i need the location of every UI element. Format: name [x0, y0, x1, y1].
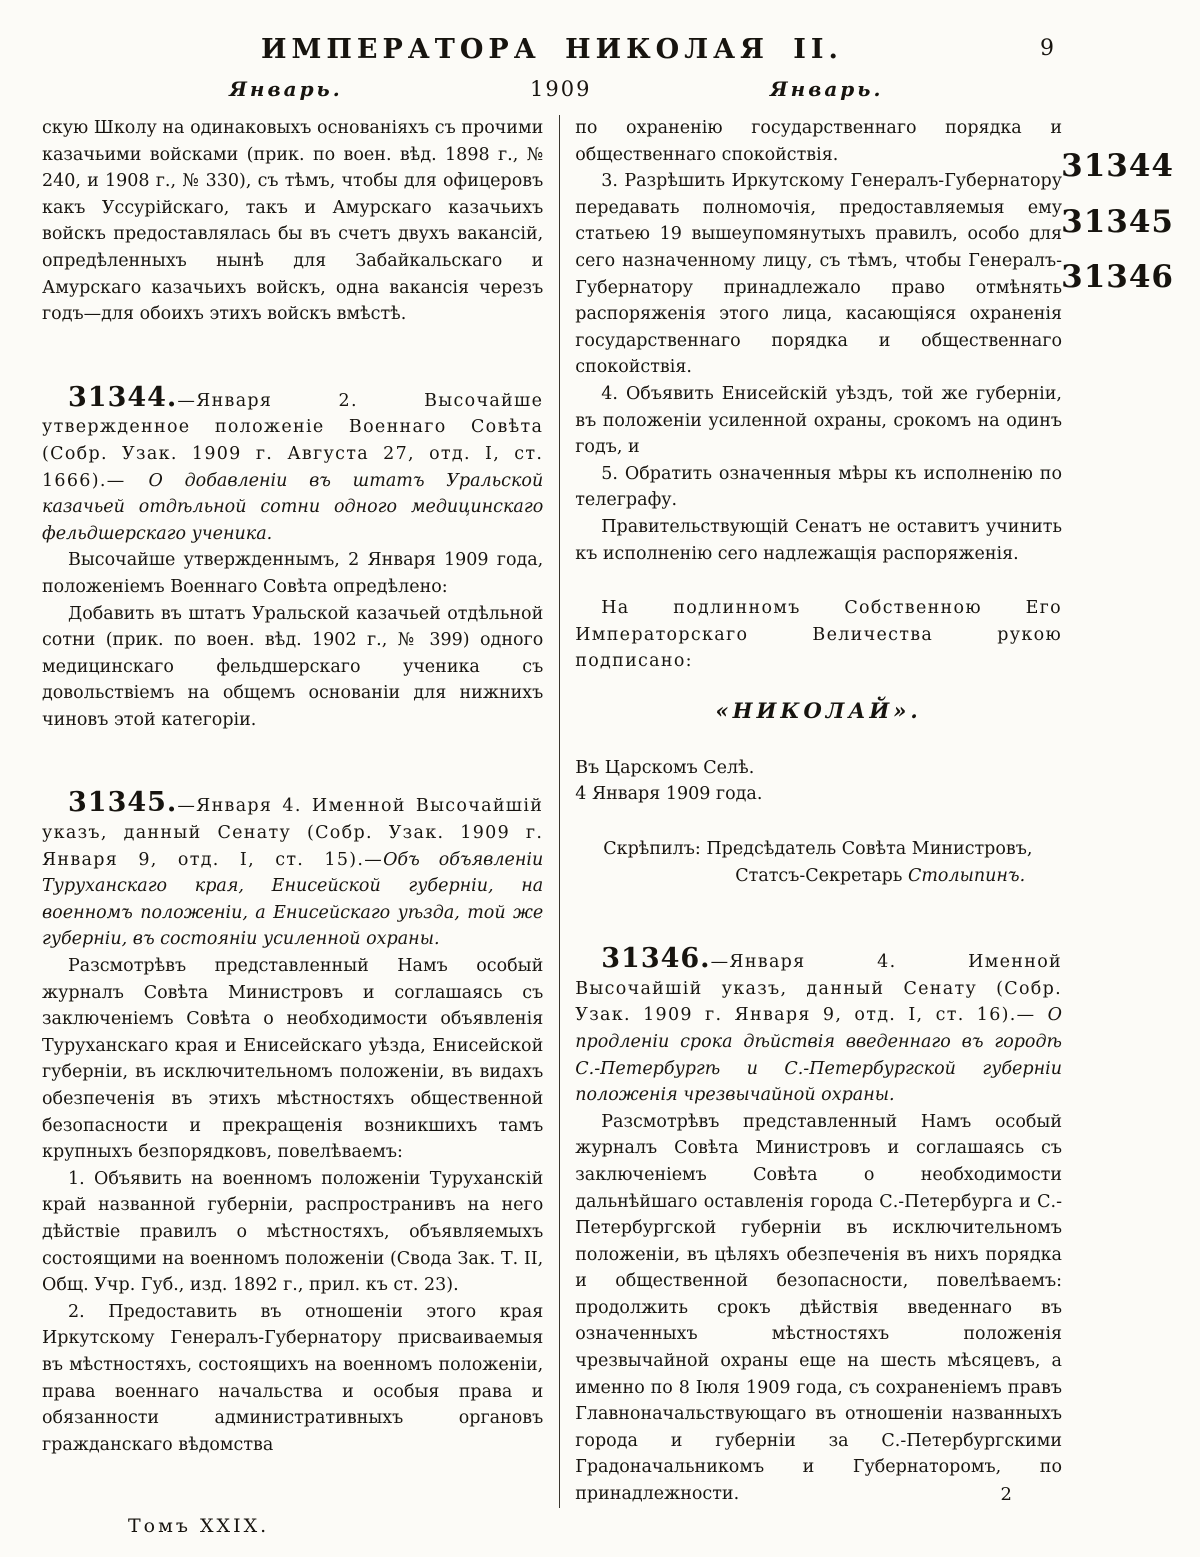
paragraph — [42, 381, 544, 548]
text-segment: Столыпинъ. — [907, 865, 1026, 886]
text-segment: 4. Объявить Енисейскій уѣздъ, той же губерніи, въ положеніи усиленной охраны, срокомъ на одинъ годъ, и — [575, 383, 1062, 458]
month-label-left: Январь. — [229, 77, 343, 101]
text-segment: Разсмотрѣвъ представленный Намъ особый журналъ Совѣта Министровъ и соглашаясь съ заключеніемъ Совѣта о необходимости объявленія Туруханскаго края и Енисейскаго уѣзда, Енисейской губерніи, въ исключительномъ положеніи, въ видахъ обезпеченія въ этихъ мѣстностяхъ общественной безопасности и прекращенія возникшихъ тамъ крупныхъ безпорядковъ, повелѣваемъ: — [42, 956, 544, 1163]
text-segment: Высочайше утвержденнымъ, 2 Января 1909 года, положеніемъ Военнаго Совѣта опредѣлено: — [42, 550, 544, 597]
paragraph — [575, 115, 1062, 168]
text-segment: 2. Предоставить въ отношеніи этого края Иркутскому Генералъ-Губернатору присваиваемыя въ мѣстностяхъ, состоящихъ на военномъ положеніи, права военнаго начальства и особыя права и обязанности административныхъ органовъ гражданскаго вѣдомства — [42, 1301, 544, 1455]
text-segment: скую Школу на одинаковыхъ основаніяхъ съ прочими казачьими войсками (прик. по воен. вѣд. 1898 г., № 240, и 1908 г., № 330), съ тѣмъ, чтобы для офицеровъ какъ Уссурійскаго, такъ и Амурскаго казачьихъ войскъ предоставлялась бы въ счетъ двухъ вакансій, опредѣленныхъ нынѣ для Забайкальскаго и Амурскаго казачьихъ войскъ, одна вакансія черезъ годъ—для обоихъ этихъ войскъ вмѣстѣ. — [42, 118, 544, 325]
paragraph — [575, 381, 1062, 461]
paragraph — [575, 695, 1062, 727]
paragraph — [575, 168, 1062, 381]
paragraph — [575, 595, 1062, 675]
text-segment: Правительствующій Сенатъ не оставитъ учинить къ исполненію сего надлежащія распоряженія. — [575, 516, 1062, 564]
paragraph — [575, 863, 1062, 890]
month-label-right: Январь. — [769, 77, 884, 101]
running-head — [42, 77, 1062, 101]
text-segment: О продленіи срока дѣйствія введеннаго въ городѣ С.-Петербургѣ и С.-Петербургской губерніи положенія чрезвычайной охраны. — [575, 1005, 1062, 1106]
text-segment: Скрѣпилъ: Предсѣдатель Совѣта Министровъ, — [603, 838, 1033, 859]
year-label: 1909 — [529, 77, 592, 101]
column-right — [560, 115, 1062, 1508]
margin-entry-number: 31344 — [1061, 148, 1174, 184]
column-left — [42, 115, 560, 1508]
paragraph — [42, 601, 543, 734]
text-segment: —Января 4. Именной Высочайшій указъ, данный Сенату (Собр. Узак. 1909 г. Января 9, отд. I, ст. 15).— — [42, 796, 544, 870]
paragraph — [575, 461, 1062, 514]
margin-entry-numbers — [1061, 150, 1174, 317]
entry-number: 31345. — [68, 787, 178, 819]
page-title: ИМПЕРАТОРА НИКОЛАЯ II. — [261, 34, 843, 65]
page-number: 9 — [1040, 36, 1054, 61]
paragraph — [575, 836, 1062, 863]
margin-entry-number: 31346 — [1061, 259, 1174, 296]
paragraph — [42, 1166, 543, 1299]
paragraph — [575, 1109, 1062, 1508]
paragraph — [575, 945, 1062, 1109]
paragraph — [42, 115, 543, 328]
text-segment: Добавить въ штатъ Уральской казачьей отдѣльной сотни (прик. по воен. вѣд. 1902 г., № 399) одного медицинскаго фельдшерскаго ученика съ довольствіемъ на общемъ основаніи для нижнихъ чиновъ этой категоріи. — [42, 603, 544, 730]
text-segment: О добавленіи въ штатъ Уральской казачьей отдѣльной сотни одного медицинскаго фельдшерскаго ученика. — [42, 470, 544, 544]
paragraph — [575, 514, 1062, 567]
margin-entry-number: 31345 — [1061, 203, 1174, 240]
entry-number: 31346. — [601, 943, 711, 975]
text-segment: «НИКОЛАЙ». — [715, 697, 922, 723]
text-segment: по охраненію государственнаго порядка и общественнаго спокойствія. — [575, 118, 1062, 165]
text-segment: Разсмотрѣвъ представленный Намъ особый журналъ Совѣта Министровъ и соглашаясь съ заключеніемъ Совѣта о необходимости дальнѣйшаго оставленія города С.-Петербурга и С.-Петербургской губерніи въ исключительномъ положеніи, въ цѣляхъ обезпеченія въ нихъ порядка и общественной безопасности, повелѣваемъ: продолжить срокъ дѣйствія введеннаго въ означенныхъ мѣстностяхъ положенія чрезвычайной охраны еще на шесть мѣсяцевъ, а именно по 8 Іюля 1909 года, съ сохраненіемъ правъ Главноначальствующаго въ отношеніи названныхъ города и губерніи за С.-Петербургскими Градоначальникомъ и Губернаторомъ, по принадлежности. — [575, 1111, 1062, 1505]
paragraph — [575, 781, 1062, 808]
text-segment: 4 Января 1909 года. — [575, 784, 763, 805]
entry-number: 31344. — [68, 381, 178, 413]
paragraph — [42, 953, 543, 1166]
text-segment: 5. Обратить означенныя мѣры къ исполненію по телеграфу. — [575, 463, 1062, 511]
text-segment: 1. Объявить на военномъ положеніи Туруханскій край названной губерніи, распространивъ на него дѣйствіе правилъ о мѣстностяхъ, объявляемыхъ состоящими на военномъ положеніи (Свода Зак. Т. II, Общ. Учр. Губ., изд. 1892 г., прил. къ ст. 23). — [42, 1168, 544, 1296]
paragraph — [42, 789, 543, 953]
text-segment: —Января 4. Именной Высочайшій указъ, данный Сенату (Собр. Узак. 1909 г. Января 9, отд. I, ст. 16).— — [575, 952, 1062, 1026]
footer-sheet-number: 2 — [1000, 1484, 1012, 1505]
text-segment: Статсъ-Секретарь — [735, 865, 908, 886]
paragraph — [575, 755, 1062, 782]
paragraph — [42, 547, 543, 600]
text-segment: На подлинномъ Собственною Его Императорскаго Величества рукою подписано: — [575, 598, 1062, 672]
text-segment: —Января 2. Высочайше утвержденное положеніе Военнаго Совѣта (Собр. Узак. 1909 г. Августа 27, отд. I, ст. 1666).— — [42, 390, 544, 491]
paragraph — [42, 1299, 543, 1459]
page-header — [42, 34, 1062, 65]
text-columns — [42, 115, 1062, 1508]
footer-volume: Томъ XXIX. — [128, 1515, 270, 1537]
text-segment: Въ Царскомъ Селѣ. — [575, 757, 755, 778]
text-segment: 3. Разрѣшить Иркутскому Генералъ-Губернатору передавать полномочія, предоставляемыя ему статьею 19 вышеупомянутыхъ правилъ, особо для сего назначенному лицу, съ тѣмъ, чтобы Генералъ-Губернатору принадлежало право отмѣнять распоряженія этого лица, касающіяся охраненія государственнаго порядка и общественнаго спокойствія. — [575, 171, 1062, 378]
text-segment: Объ объявленіи Туруханскаго края, Енисейской губерніи, на военномъ положеніи, а Енисейскаго уѣзда, той же губерніи, въ состояніи усиленной охраны. — [42, 849, 544, 950]
